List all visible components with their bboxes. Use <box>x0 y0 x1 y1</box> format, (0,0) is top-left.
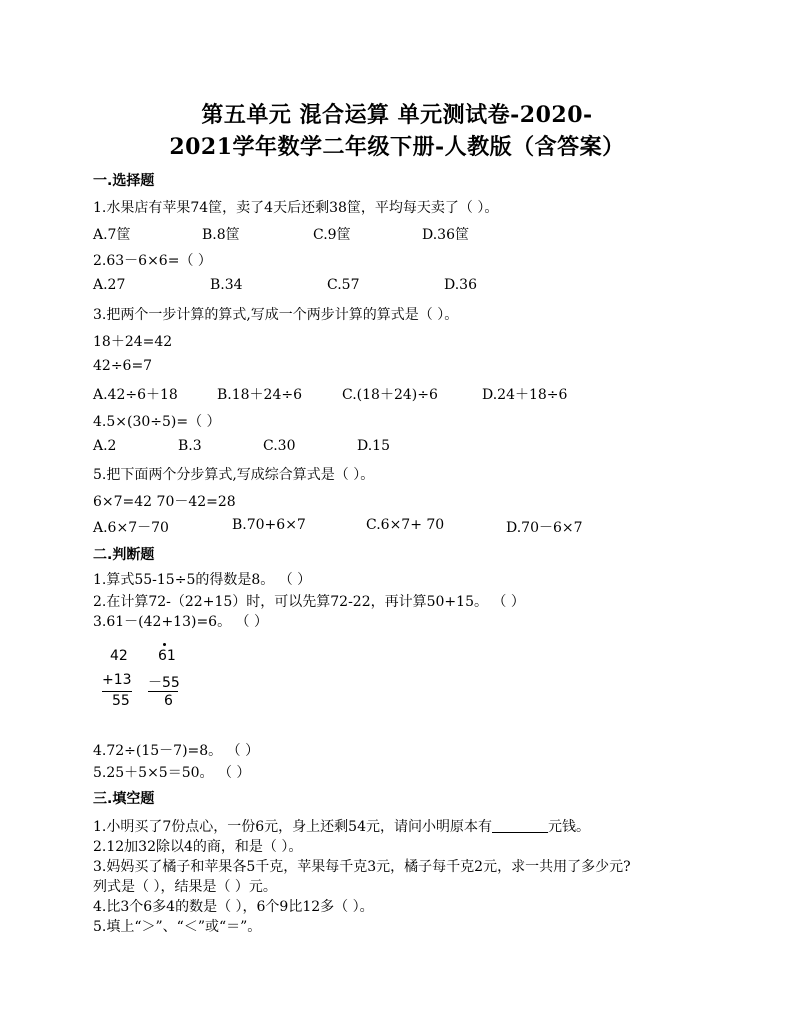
choice-q3-option-a: A.42÷6＋18 <box>93 387 178 403</box>
fill-question-1 <box>93 816 590 836</box>
choice-q1-option-a: A.7筐 <box>93 227 131 243</box>
choice-q3-option-c: C.(18＋24)÷6 <box>342 387 438 403</box>
vertical-calc-left-addend: +13 <box>102 672 132 688</box>
choice-question-3: 3.把两个一步计算的算式,写成一个两步计算的算式是（ ）。 <box>93 307 459 323</box>
judge-question-5: 5.25＋5×5＝50。 （ ） <box>93 765 251 781</box>
fill-question-2: 2.12加32除以4的商，和是（ ）。 <box>93 839 303 855</box>
choice-question-4: 4.5×(30÷5)=（ ） <box>93 414 221 430</box>
page-title-line2: 2021学年数学二年级下册-人教版（含答案） <box>169 134 625 160</box>
choice-q3-option-d: D.24＋18÷6 <box>482 387 568 403</box>
choice-q5-option-a: A.6×7－70 <box>93 520 169 536</box>
section-heading-judgement: 二.判断题 <box>93 547 155 563</box>
choice-q3-equation-2: 42÷6=7 <box>93 358 153 374</box>
choice-q4-option-b: B.3 <box>178 438 202 454</box>
choice-q3-option-b: B.18＋24÷6 <box>217 387 303 403</box>
choice-q5-option-b: B.70+6×7 <box>232 517 306 533</box>
choice-q2-option-d: D.36 <box>444 277 477 293</box>
fill-question-5: 5.填上“＞”、“＜”或“＝”。 <box>93 919 262 935</box>
fill-q1-text-after: 元钱。 <box>548 819 590 835</box>
choice-q1-option-c: C.9筐 <box>313 227 351 243</box>
choice-q2-option-c: C.57 <box>327 277 360 293</box>
choice-q4-option-d: D.15 <box>357 438 390 454</box>
page-title-line1: 第五单元 混合运算 单元测试卷-2020- <box>201 102 593 128</box>
judge-question-4: 4.72÷(15－7)=8。 （ ） <box>93 743 260 759</box>
fill-question-3: 3.妈妈买了橘子和苹果各5千克，苹果每千克3元，橘子每千克2元，求一共用了多少元? <box>93 859 631 875</box>
choice-q5-equations: 6×7=42 70－42=28 <box>93 494 236 510</box>
vertical-calc-left-rule <box>102 691 132 692</box>
section-heading-choice: 一.选择题 <box>93 173 155 189</box>
choice-q4-option-a: A.2 <box>93 438 117 454</box>
section-heading-fill-blank: 三.填空题 <box>93 791 155 807</box>
choice-question-5: 5.把下面两个分步算式,写成综合算式是（ ）。 <box>93 467 375 483</box>
choice-question-1: 1.水果店有苹果74筐，卖了4天后还剩38筐，平均每天卖了（ ）。 <box>93 200 499 216</box>
choice-q2-option-b: B.34 <box>210 277 243 293</box>
fill-q1-blank <box>492 818 548 833</box>
judge-question-2: 2.在计算72-（22+15）时，可以先算72-22，再计算50+15。 （ ） <box>93 594 525 610</box>
vertical-calc-right-subtrahend: －55 <box>148 675 180 691</box>
fill-question-3-answer-line: 列式是（ ），结果是（ ）元。 <box>93 879 277 895</box>
vertical-calc-right-rule <box>148 691 178 692</box>
fill-question-4: 4.比3个6多4的数是（ ），6个9比12多（ ）。 <box>93 899 374 915</box>
carry-dot <box>163 643 166 646</box>
choice-q4-option-c: C.30 <box>263 438 296 454</box>
choice-q5-option-d: D.70－6×7 <box>506 520 583 536</box>
choice-question-2: 2.63－6×6=（ ） <box>93 253 212 269</box>
fill-q1-text-before: 1.小明买了7份点心，一份6元，身上还剩54元，请问小明原本有 <box>93 819 492 835</box>
choice-q3-equation-1: 18＋24=42 <box>93 334 173 350</box>
choice-q1-option-d: D.36筐 <box>422 227 469 243</box>
judge-question-1: 1.算式55-15÷5的得数是8。 （ ） <box>93 572 312 588</box>
judge-question-3: 3.61－(42+13)=6。 （ ） <box>93 614 268 630</box>
vertical-calc-left-top: 42 <box>110 648 128 664</box>
vertical-calc-right-top: 61 <box>158 648 176 664</box>
choice-q2-option-a: A.27 <box>93 277 126 293</box>
choice-q5-option-c: C.6×7+ 70 <box>366 517 445 533</box>
vertical-calc-left-result: 55 <box>112 693 130 709</box>
choice-q1-option-b: B.8筐 <box>202 227 240 243</box>
vertical-calc-right-result: 6 <box>164 693 173 709</box>
